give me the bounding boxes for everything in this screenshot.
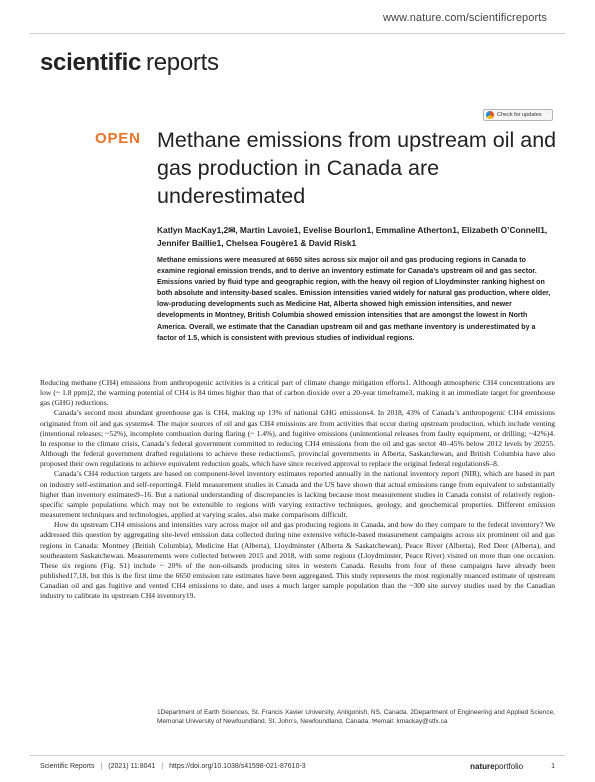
footer-divider [30,755,565,756]
body-paragraph-3: Canada’s CH4 reduction targets are based on component-level inventory estimates reported annually in the national inventory report (NIR), which are based in part on industry self-estimation and self-reporting4. Field measurement studies in Canada and the US have shown that actual emissions range from equivalent to substantially higher than inventory estimates9–16. But a national understanding of discrepancies is lacking because most measurement studies in Canada consist of relatively region-specific sample populations which may not be extensible to regions with varying extractive techniques, geology, and geochemical properties. Different emission measurement techniques and technologies, applied at varying scales, also make comparisons difficult. [40,469,555,520]
footer-citation: (2021) 11:8041 [108,762,156,770]
footer-separator: | [100,762,103,770]
footer-journal: Scientific Reports [40,762,95,770]
publisher-logo-bold: nature [470,761,495,771]
body-paragraph-1: Reducing methane (CH4) emissions from anthropogenic activities is a critical part of climate change mitigation efforts1. Although atmospheric CH4 concentrations are low (~ 1.8 ppm)2, the warming potential of CH4 is 84 times higher than that of carbon dioxide over a 20-year timeframe3, making it an immediate target for greenhouse gas (GHG) reductions. [40,378,555,408]
journal-url[interactable]: www.nature.com/scientificreports [383,12,547,24]
crossmark-icon [486,111,494,119]
affiliations: 1Department of Earth Sciences, St. Francis Xavier University, Antigonish, NS, Canada. 2Department of Engineering and Applied Science, Memorial University of Newfoundland, St. John’s, Newfoundland, Canada. ✉email: kmackay@stfx.ca [157,709,555,726]
author-list: Katlyn MacKay1,2✉, Martin Lavoie1, Evelise Bourlon1, Emmaline Atherton1, Elizabeth O’Connell1, Jennifer Baillie1, Chelsea Fougère1 & David Risk1 [157,225,548,248]
page-footer [40,760,555,772]
footer-doi-link[interactable]: https://doi.org/10.1038/s41598-021-87610-3 [169,762,306,770]
journal-logo-regular: reports [146,49,219,76]
page-number: 1 [551,762,555,770]
check-for-updates-button[interactable] [483,109,553,121]
body-paragraph-4: How do upstream CH4 emissions and intensities vary across major oil and gas producing regions in Canada, and how do they compare to the federal inventory? We addressed this question by aggregating site-level emission data collected during nine extensive vehicle-based measurement campaigns across six prominent oil and gas regions in Canada: Montney (British Columbia), Medicine Hat (Alberta), Lloydminster (Alberta & Saskatchewan), Peace River (Alberta), Red Deer (Alberta), and southeastern Saskatchewan. Measurements were collected between 2015 and 2018, with some regions (Lloydminster, Peace River) visited on more than one occasion. These six regions (Fig. S1) include ~ 20% of the non-oilsands producing sites in western Canada. Results from four of these campaigns have already been published17,18, but this is the first time the 6650 emission rate estimates have been aggregated. This study represents the most regionally nuanced estimate of upstream Canadian oil and gas fugitive and vented CH4 emissions to date, and uses a much larger sample population than the ~300 site survey studies used by the Canadian industry to calibrate its upstream CH4 inventory19. [40,520,555,601]
check-for-updates-label: Check for updates [497,112,542,118]
publisher-logo-regular: portfolio [494,761,524,771]
article-title: Methane emissions from upstream oil and gas production in Canada are underestimated [157,128,557,208]
header-divider [30,33,565,34]
footer-separator: | [161,762,164,770]
abstract: Methane emissions were measured at 6650 sites across six major oil and gas producing regions in Canada to examine regional emission trends, and to derive an inventory estimate for Canada’s upstream oil and gas sector. Emissions varied by fluid type and geographic region, with the heavy oil region of Lloydminster ranking highest on both absolute and intensity-based scales. Emission intensities varied widely for natural gas production, where older, low-producing developments such as Medicine Hat, Alberta showed high emission intensities, and newer developments in Montney, British Columbia showed emission intensities that are amongst the lowest in North America. Overall, we estimate that the Canadian upstream oil and gas methane inventory is underestimated by a factor of 1.5, which is consistent with previous studies of individual regions. [157,256,551,342]
publisher-logo [470,762,523,771]
journal-logo-bold: scientific [40,49,142,76]
open-access-label: OPEN [95,130,141,147]
body-paragraph-2: Canada’s second most abundant greenhouse gas is CH4, making up 13% of national GHG emissions4. In 2018, 43% of Canada’s anthropogenic CH4 emissions originated from oil and gas systems4. The major sources of oil and gas CH4 emissions are from activities that occur during upstream production, which include venting (intentional releases; ~52%), incomplete combustion during flaring (~ 1.4%), and fugitive emissions (unintentional releases from faulty equipment, or drilling; ~42%)4. In response to the climate crisis, Canada’s federal government committed to reducing CH4 emissions from the oil and gas sector 40–45% below 2012 levels by 20255. Although the federal government drafted regulations to achieve these reductions5, provincial governments in Alberta, Saskatchewan, and British Columbia have also proposed their own regulations to achieve equivalent reduction goals, which have since received approval to replace the original federal regulations6–8. [40,408,555,469]
main-text [40,378,555,601]
journal-logo [40,49,219,77]
